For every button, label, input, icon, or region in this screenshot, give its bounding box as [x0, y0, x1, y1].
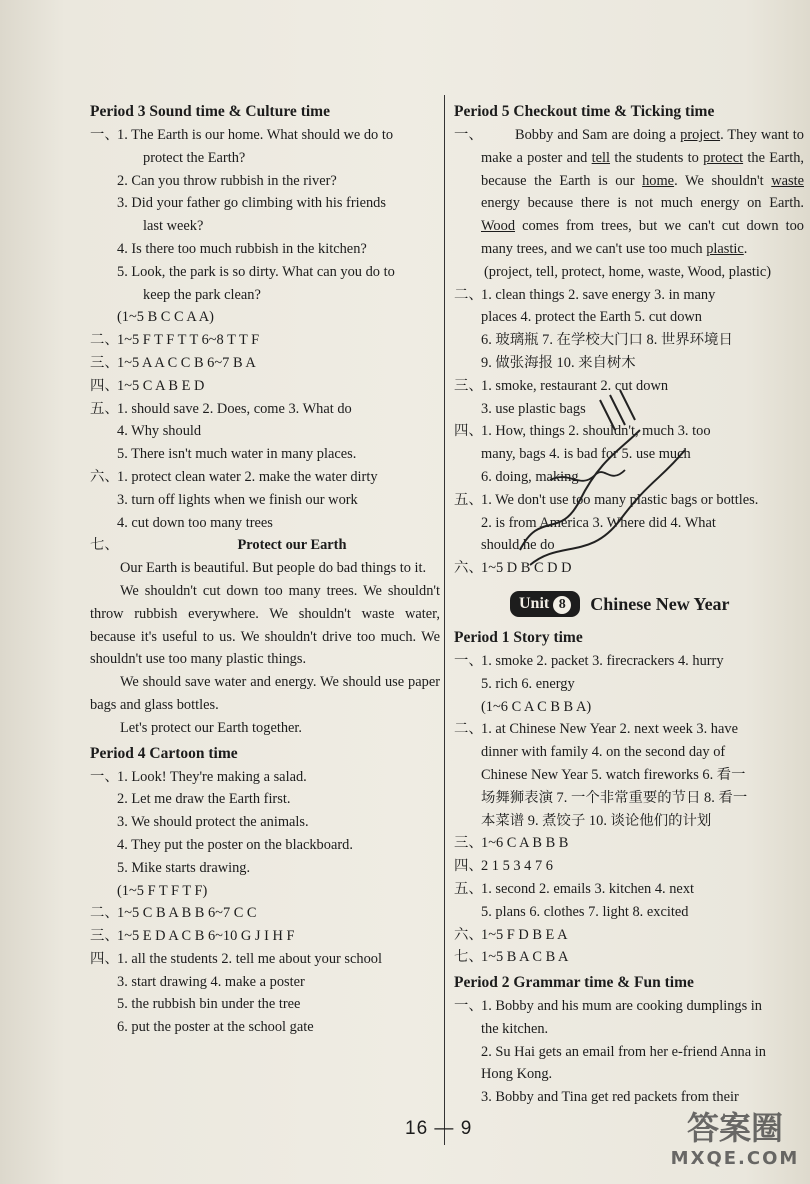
period-5-heading: Period 5 Checkout time & Ticking time	[454, 103, 715, 120]
cloze-answer: protect	[703, 149, 744, 166]
cloze-passage: Bobby and Sam are doing a project. They want to make a poster and tell the students to protect the Earth, because the Earth is our home. We shouldn't waste energy because there is not much energy on Earth. Wood comes from trees, but we can't cut down too many trees, and we can't use too much plastic.	[481, 127, 805, 257]
period-4-heading: Period 4 Cartoon time	[90, 744, 238, 762]
cloze-section: 一、 Bobby and Sam are doing a project. They want to make a poster and tell the students to protect the Earth, because the Earth is our home. We shouldn't waste energy because there is not much energy on Earth. Wood comes from trees, but we can't cut down too many trees, and we can't use too much plastic.	[454, 124, 804, 261]
p4-section-3: 三、 1~5 E D A C B 6~10 G J I H F	[90, 928, 295, 945]
section-3: 三、 1~5 A A C C B 6~7 B A	[90, 354, 256, 371]
u8-period-1-heading: Period 1 Story time	[454, 628, 583, 646]
cloze-answer: project	[680, 127, 721, 143]
unit-title: Chinese New Year	[590, 593, 730, 614]
section-6: 六、 1. protect clean water 2. make the water dirty 3. turn off lights when we finish our work 4. cut down too many trees	[90, 468, 378, 531]
cloze-answer: Wood	[481, 218, 516, 235]
section-5: 五、 1. should save 2. Does, come 3. What do 4. Why should 5. There isn't much water in many places.	[90, 400, 357, 463]
unit-badge: Unit 8	[510, 591, 580, 618]
section-1: 一、 1. The Earth is our home. What should we do to protect the Earth? 2. Can you throw rubbish in the river? 3. Did your father go climbing with his friends last week? 4. Is there too much rubbish in the kitchen? 5. Look, the park is so dirty. What can you do to keep the park clean? (1~5 B C C A A)	[90, 127, 395, 326]
left-column	[90, 98, 440, 1039]
section-7-essay: 七、 Protect our Earth Our Earth is beautiful. But people do bad things to it. We shouldn't cut down too many trees. We shouldn't throw rubbish everywhere. We shouldn't waste water, because it's useful to us. We shouldn't drive too much. We shouldn't use too many plastic things. We should save water and energy. We should use paper bags and glass bottles. Let's protect our Earth together.	[90, 534, 440, 739]
r-section-3: 三、 1. smoke, restaurant 2. cut down 3. use plastic bags	[454, 377, 669, 417]
r-section-2: 二、 1. clean things 2. save energy 3. in many places 4. protect the Earth 5. cut down 6. 玻璃瓶 7. 在学校大门口 8. 世界环境日 9. 做张海报 10. 来自树木	[454, 286, 733, 371]
r-section-5: 五、 1. We don't use too many plastic bags or bottles. 2. is from America 3. Where did 4. What should he do	[454, 491, 759, 554]
word-bank: (project, tell, protect, home, waste, Wood, plastic)	[484, 263, 772, 280]
u8-section-7: 七、 1~5 B A C B A	[454, 949, 569, 966]
u8-period-2-heading: Period 2 Grammar time & Fun time	[454, 974, 694, 992]
u8-section-2: 二、 1. at Chinese New Year 2. next week 3. have dinner with family 4. on the second day of Chinese New Year 5. watch fireworks 6. 看一 场舞狮表演 7. 一个非常重要的节日 8. 看一 本菜谱 9. 煮饺子 10. 谈论他们的计划	[454, 721, 748, 829]
column-divider	[444, 95, 445, 1145]
essay-title: Protect our Earth	[237, 537, 347, 554]
site-watermark: 答案圈 MXQE.COM	[670, 1109, 800, 1169]
p4-section-4: 四、 1. all the students 2. tell me about your school 3. start drawing 4. make a poster 5. the rubbish bin under the tree 6. put the poster at the school gate	[90, 950, 382, 1036]
right-column	[454, 98, 804, 1109]
u8-section-6: 六、 1~5 F D B E A	[454, 926, 568, 943]
r-section-4: 四、 1. How, things 2. shouldn't, much 3. too many, bags 4. is bad for 5. use much 6. doing, making	[454, 423, 711, 485]
page-number: 16 — 9	[405, 1118, 473, 1139]
cloze-answer: tell	[591, 149, 611, 166]
r-section-6: 六、 1~5 D B C D D	[454, 560, 572, 577]
section-4: 四、 1~5 C A B E D	[90, 377, 205, 394]
essay-paragraph: Our Earth is beautiful. But people do bad things to it.	[120, 560, 427, 577]
essay-paragraph: We shouldn't cut down too many trees. We shouldn't throw rubbish everywhere. We shouldn't waste water, because it's useful to us. We shouldn't drive too much. We shouldn't use too many plastic things.	[90, 582, 440, 668]
u8-section-5: 五、 1. second 2. emails 3. kitchen 4. next 5. plans 6. clothes 7. light 8. excited	[454, 880, 695, 920]
period-3-heading: Period 3 Sound time & Culture time	[90, 103, 330, 120]
unit-number: 8	[553, 596, 571, 614]
handwritten-scribble	[500, 390, 700, 590]
essay-paragraph: We should save water and energy. We should use paper bags and glass bottles.	[90, 674, 440, 713]
cloze-answer: plastic	[706, 240, 744, 257]
cloze-answer: home	[642, 172, 675, 189]
essay-paragraph: Let's protect our Earth together.	[120, 719, 303, 736]
section-2: 二、 1~5 F T F T T 6~8 T T F	[90, 332, 260, 349]
p4-section-1: 一、 1. Look! They're making a salad. 2. Let me draw the Earth first. 3. We should protect the animals. 4. They put the poster on the blackboard. 5. Mike starts drawing. (1~5 F T F T F)	[90, 768, 353, 899]
cloze-answer: waste	[771, 172, 804, 189]
u8-section-4: 四、 2 1 5 3 4 7 6	[454, 858, 553, 875]
p4-section-2: 二、 1~5 C B A B B 6~7 C C	[90, 905, 257, 922]
u8-section-1: 一、 1. smoke 2. packet 3. firecrackers 4. hurry 5. rich 6. energy (1~6 C A C B B A)	[454, 652, 724, 715]
u8-section-3: 三、 1~6 C A B B B	[454, 835, 569, 852]
u8-p2-section-1: 一、 1. Bobby and his mum are cooking dumplings in the kitchen. 2. Su Hai gets an email from her e-friend Anna in Hong Kong. 3. Bobby and Tina get red packets from their	[454, 998, 766, 1106]
